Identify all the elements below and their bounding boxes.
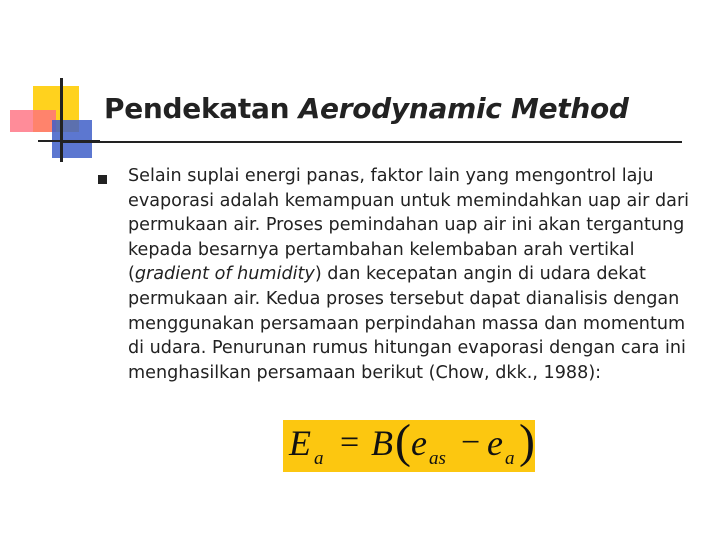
logo-vertical-line — [60, 78, 63, 162]
evaporation-formula — [283, 415, 535, 472]
formula-right-paren: ) — [519, 415, 535, 468]
formula-subscript-as: as — [429, 448, 446, 469]
logo-blue-square — [52, 120, 92, 158]
slide-title — [104, 92, 629, 125]
formula-minus: − — [461, 424, 481, 461]
formula-E: E — [289, 423, 311, 463]
title-divider — [62, 141, 682, 143]
formula-subscript-a: a — [314, 448, 324, 469]
formula-e-as: e — [411, 423, 427, 463]
formula-B: B — [371, 423, 393, 463]
formula-e-a: e — [487, 423, 503, 463]
formula-left-paren: ( — [395, 415, 411, 468]
formula-subscript-a2: a — [505, 448, 515, 469]
logo-red-square — [10, 110, 56, 132]
formula-equals: = — [340, 424, 360, 461]
body-text-part2: ) dan kecepatan angin di udara dekat permukaan air. Kedua proses tersebut dapat dianalisis dengan menggunakan persamaan perpindahan massa dan momentum di udara. Penurunan rumus hitungan evaporasi dengan cara ini menghasilkan persamaan berikut (Chow, dkk., 1988): — [128, 264, 686, 383]
bullet-square-icon — [98, 175, 107, 184]
body-text-italic: gradient of humidity — [134, 264, 315, 285]
slide-title-italic: Aerodynamic Method — [298, 92, 629, 125]
slide-title-main: Pendekatan — [104, 92, 299, 125]
body-paragraph — [128, 164, 698, 385]
body-text-part1: Selain suplai energi panas, faktor lain yang mengontrol laju evaporasi adalah kemampuan untuk memindahkan uap air dari permukaan air. Proses pemindahan uap air ini akan tergantung kepada besarnya pertambahan kelembaban arah vertikal ( — [128, 166, 690, 285]
